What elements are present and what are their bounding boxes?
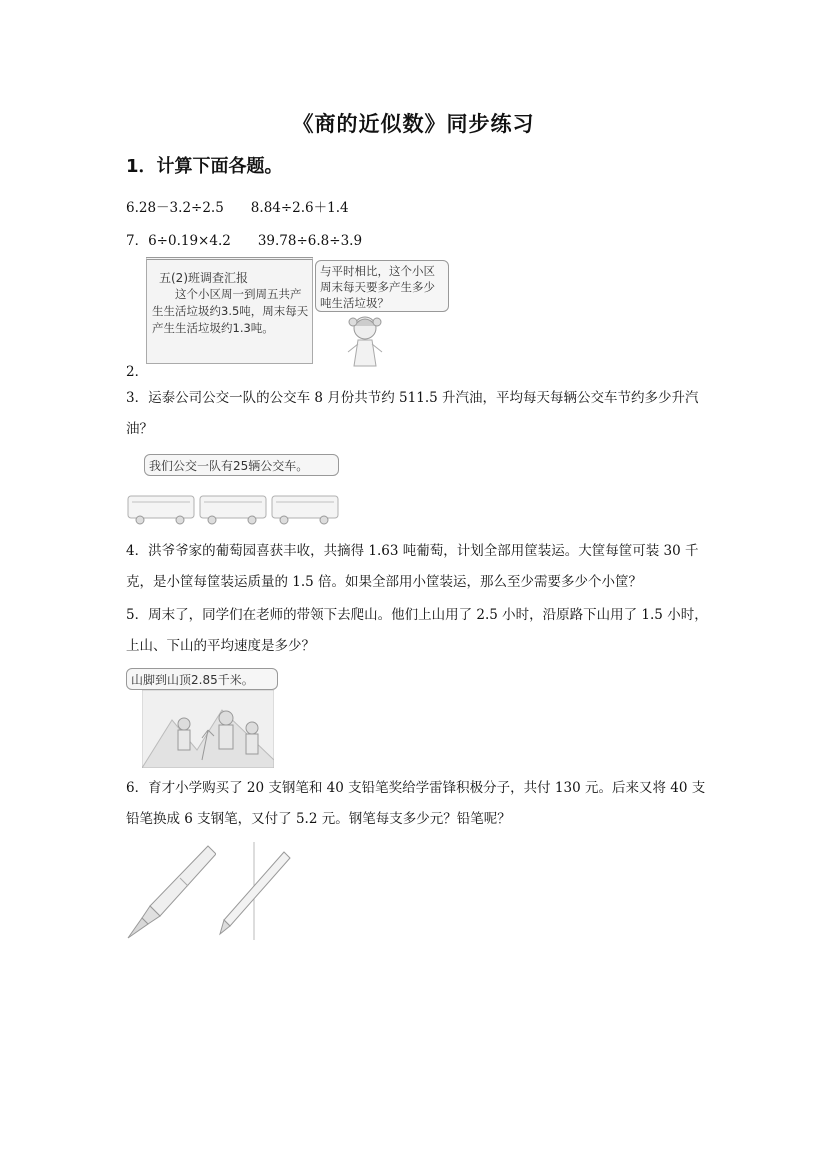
bus-speech-bubble: 我们公交一队有25辆公交车。 (144, 454, 339, 476)
mountain-speech-bubble: 山脚到山顶2.85千米。 (126, 668, 278, 690)
survey-report-card (146, 257, 313, 364)
girl-illustration (340, 312, 390, 368)
question-5: 5．周末了，同学们在老师的带领下去爬山。他们上山用了 2.5 小时，沿原路下山用了 1.5 小时，上山、下山的平均速度是多少？ (126, 607, 708, 654)
report-header: 五(2)班调查汇报 (159, 271, 248, 285)
girl-speech-bubble: 与平时相比，这个小区周末每天要多产生多少吨生活垃圾？ (315, 260, 449, 312)
bus-icon (126, 492, 340, 526)
page-title: 《商的近似数》同步练习 (292, 112, 535, 136)
pencil-icon (214, 842, 294, 940)
question-3: 3．运泰公司公交一队的公交车 8 月份共节约 511.5 升汽油，平均每天每辆公交车节约多少升汽油？ (126, 390, 699, 437)
calc-line-2: 7．6÷0.19×4.2 39.78÷6.8÷3.9 (126, 233, 363, 249)
calc-line-1: 6.28－3.2÷2.5 8.84÷2.6＋1.4 (126, 200, 349, 216)
fountain-pen-icon (124, 842, 216, 940)
question-6: 6．育才小学购买了 20 支钢笔和 40 支铅笔奖给学雷锋积极分子，共付 130 元。后来又将 40 支铅笔换成 6 支钢笔，又付了 5.2 元。钢笔每支多少元？铅笔呢？ (126, 780, 706, 827)
section-heading: 1．计算下面各题。 (126, 156, 283, 177)
hikers-illustration (142, 690, 274, 768)
question-4: 4．洪爷爷家的葡萄园喜获丰收，共摘得 1.63 吨葡萄，计划全部用筐装运。大筐每筐可装 30 千克，是小筐每筐装运质量的 1.5 倍。如果全部用小筐装运，那么至少需要多少个小筐？ (126, 543, 699, 590)
report-body: 这个小区周一到周五共产生生活垃圾约3.5吨，周末每天产生生活垃圾约1.3吨。 (152, 287, 309, 335)
question-2-number: 2． (126, 364, 149, 380)
